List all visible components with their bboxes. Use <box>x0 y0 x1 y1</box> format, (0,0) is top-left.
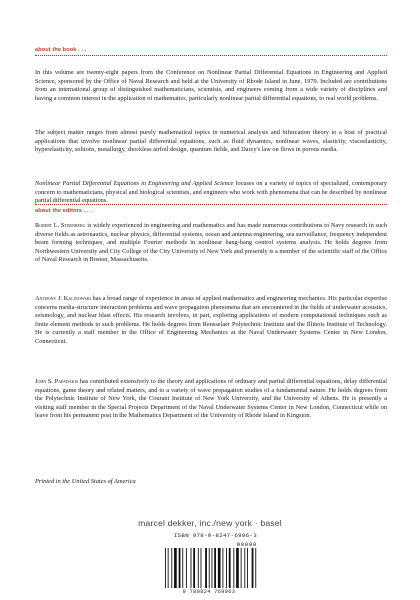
barcode-bar <box>212 548 213 588</box>
barcode-bar <box>222 548 223 588</box>
barcode-bar <box>218 548 221 588</box>
barcode-bar <box>165 548 166 588</box>
barcode-block <box>161 532 257 596</box>
about-book-heading: about the book . . . <box>35 47 87 53</box>
about-book-paragraph-3-text: focuses on a variety of topics of specialized, contemporary concern to mathematicians, physical and biological scientists, and engineers who work with phenomena that can be described by nonlinear partial differential equations. <box>35 180 387 205</box>
editor-bio-text: is widely experienced in engineering and mathematics and has made numerous contributions to Navy research in such diverse fields as astronautics, nuclear physics, differential systems, ocean and antenna engineering, sea surveillance, frequency independent beam forming techniques, and multiple Fourier methods in nonlinear bang-bang control systems analysis. He holds degrees from Northwestern University and City College of the City University of New York and presently is a member of the scientific staff of the Office of Naval Research in Boston, Massachusetts. <box>35 222 387 264</box>
editor-bio-sternberg <box>35 222 387 265</box>
printed-in-note: Printed in the United States of America <box>35 478 136 485</box>
barcode-bar <box>226 548 227 588</box>
barcode-bar <box>193 548 195 588</box>
barcode-bar <box>241 548 242 588</box>
publisher-imprint: marcel dekker, inc./new york · basel <box>138 518 282 528</box>
barcode-bar <box>236 548 239 588</box>
barcode-bar <box>214 548 216 588</box>
divider <box>35 55 387 56</box>
editor-name: Anthony J. Kalinowski <box>35 295 91 302</box>
barcode-bar <box>201 548 202 588</box>
about-book-paragraph-2: The subject matter ranges from almost purely mathematical topics in numerical analysis and bifurcation theory to a host of practical applications that involve nonlinear partial differential equations, such as fluid dynamics, nonlinear waves, elasticity, viscoelasticity, hyperelasticity, solitons, metallurgy, shockless airfoil design, quantum fields, and Darcy's law on flows in porous media. <box>35 129 387 154</box>
barcode-bar <box>182 548 183 588</box>
barcode-graphic <box>165 548 257 588</box>
editor-name: John S. Papadakis <box>35 378 79 385</box>
barcode-bar <box>209 548 210 588</box>
barcode-bar <box>171 548 172 588</box>
price-code: 90000 <box>236 541 257 548</box>
barcode-bar <box>174 548 177 588</box>
barcode-bar <box>244 548 245 588</box>
barcode-bar <box>205 548 207 588</box>
about-book-paragraph-1: In this volume are twenty-eight papers from the Conference on Nonlinear Partial Differential Equations in Engineering and Applied Science, sponsored by the Office of Naval Research and held at the University of Rhode Island in June, 1979. Included are contributions from an international group of distinguished mathematicians, scientists, and engineers coming from a wide variety of disciplines and having a common interest in the application of mathematics, particularly nonlinear partial differential equations, to real world problems. <box>35 69 387 102</box>
barcode-bar <box>168 548 169 588</box>
barcode-bar <box>247 548 248 588</box>
editor-bio-text: has contributed extensively to the theory and applications of ordinary and partial differential equations, delay differential equations, game theory and related matters, and to a variety of wave propagation studies of a fundamental nature. He holds degrees from the Polytechnic Institute of New York, the Courant Institute of New York University, and the University of Athens. He is presently a visiting staff member in the Special Projects Department of the Naval Underwater Systems Center in New London, Connecticut while on leave from his permanent post in the Mathematics Department of the University of Rhode Island in Kingston. <box>35 378 387 420</box>
editor-bio-papadakis <box>35 378 387 421</box>
isbn-number: ISBN 978-0-8247-6996-3 <box>173 532 257 539</box>
editor-name: Robert L. Sternberg <box>35 222 86 229</box>
book-title: Nonlinear Partial Differential Equations in Engineering and Applied Science <box>35 180 234 187</box>
barcode-bar <box>229 548 231 588</box>
about-book-paragraph-3 <box>35 180 387 206</box>
editor-bio-kalinowski <box>35 295 387 346</box>
divider <box>35 204 387 205</box>
editor-bio-text: has a broad range of experience in areas of applied mathematics and engineering mechanics. His particular expertise concerns media-structure interaction problems and wave propagation phenomena that are encountered in the fields of underwater acoustics, seismology, and nuclear blast effects. His research involves, in part, exploring applications of modern computational techniques such as finite element methods to such problems. He holds degrees from Rensselaer Polytechnic Institute and the Illinois Institute of Technology. He is currently a staff member in the Office of Engineering Mechanics at the Naval Underwater Systems Center in New London, Connecticut. <box>35 295 387 345</box>
barcode-bar <box>198 548 199 588</box>
barcode-bar <box>252 548 254 588</box>
barcode-bar <box>191 548 192 588</box>
ean-digits: 9 780824 769963 <box>182 589 236 595</box>
barcode-bar <box>255 548 256 588</box>
about-editors-heading: about the editors . . . <box>35 208 92 214</box>
barcode-bar <box>179 548 181 588</box>
barcode-bar <box>186 548 187 588</box>
barcode-bar <box>233 548 234 588</box>
